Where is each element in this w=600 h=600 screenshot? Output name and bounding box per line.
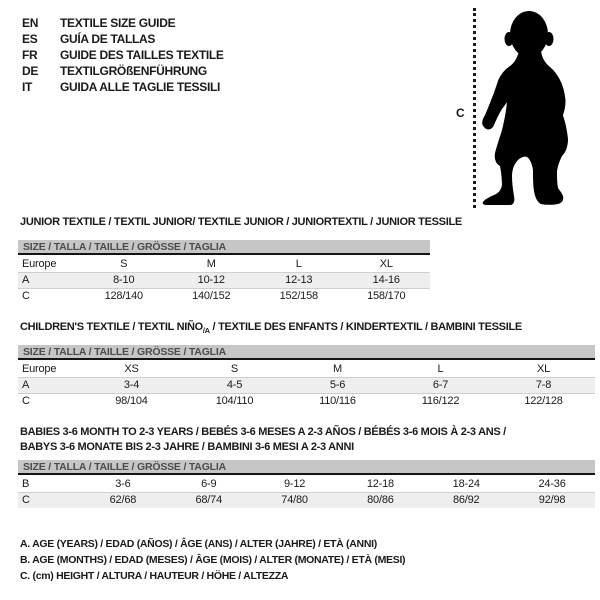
note-age-months: B. AGE (MONTHS) / EDAD (MESES) / ÂGE (MOIS) / ALTER (MONATE) / ETÀ (MESI)	[20, 554, 406, 566]
language-row	[22, 15, 224, 31]
height-label: C	[456, 106, 465, 120]
baby-silhouette	[481, 9, 569, 205]
size-cell: 6-9	[201, 478, 217, 490]
language-code: FR	[22, 48, 38, 62]
section-title-babies-line2: BABYS 3-6 MONATE BIS 2-3 JAHRE / BAMBINI 3-6 MESI A 2-3 ANNI	[20, 441, 354, 453]
note-height-cm: C. (cm) HEIGHT / ALTURA / HAUTEUR / HÖHE / ALTEZZA	[20, 570, 289, 582]
table-row	[18, 493, 595, 509]
size-cell: 3-4	[80, 378, 183, 394]
legend-notes	[20, 536, 405, 584]
size-cell: 80/86	[337, 493, 423, 509]
language-code: ES	[22, 32, 38, 46]
size-cell: 5-6	[286, 378, 389, 394]
table-row	[18, 289, 430, 305]
size-cell: 116/122	[389, 394, 492, 410]
section-title-junior: JUNIOR TEXTILE / TEXTIL JUNIOR/ TEXTILE JUNIOR / JUNIORTEXTIL / JUNIOR TESSILE	[20, 216, 462, 228]
size-cell: 14-16	[343, 273, 431, 289]
size-cell: 8-10	[80, 273, 168, 289]
row-label: A	[18, 378, 80, 394]
language-code: DE	[22, 64, 39, 78]
size-cell: 128/140	[80, 289, 168, 305]
size-cell: 24-36	[538, 478, 566, 490]
table-row	[18, 477, 595, 493]
size-cell: 10-12	[168, 273, 256, 289]
note-age-years: A. AGE (YEARS) / EDAD (AÑOS) / ÂGE (ANS) / ALTER (JAHRE) / ETÀ (ANNI)	[20, 538, 377, 550]
size-cell: 9-12	[283, 478, 306, 490]
size-header-bar: SIZE / TALLA / TAILLE / GRÖSSE / TAGLIA	[18, 345, 595, 360]
language-row	[22, 31, 224, 47]
size-cell: L	[437, 363, 444, 375]
babies-size-table	[18, 477, 595, 508]
children-size-table	[18, 362, 595, 409]
size-cell: 140/152	[168, 289, 256, 305]
size-cell: 152/158	[255, 289, 343, 305]
language-title: GUIDE DES TAILLES TEXTILE	[60, 48, 224, 62]
size-header-bar: SIZE / TALLA / TAILLE / GRÖSSE / TAGLIA	[18, 240, 430, 255]
size-cell: 86/92	[423, 493, 509, 509]
size-cell: 12-13	[255, 273, 343, 289]
row-label: C	[18, 289, 80, 305]
size-cell: S	[230, 363, 239, 375]
junior-size-table	[18, 257, 430, 304]
size-cell: 98/104	[80, 394, 183, 410]
language-title: TEXTILE SIZE GUIDE	[60, 16, 176, 30]
language-code: IT	[22, 80, 33, 94]
row-label: C	[18, 394, 80, 410]
table-row	[18, 257, 430, 273]
language-title: TEXTILGRÖßENFÜHRUNG	[60, 64, 207, 78]
size-cell: 18-24	[452, 478, 480, 490]
size-cell: 68/74	[166, 493, 252, 509]
section-title-babies-line1: BABIES 3-6 MONTH TO 2-3 YEARS / BEBÉS 3-6 MESES A 2-3 AÑOS / BÉBÉS 3-6 MOIS À 2-3 ANS /	[20, 426, 506, 438]
size-cell: 7-8	[492, 378, 595, 394]
language-list	[22, 15, 224, 95]
language-row	[22, 47, 224, 63]
size-cell: M	[206, 258, 216, 270]
size-cell: 110/116	[286, 394, 389, 410]
size-cell: 74/80	[252, 493, 338, 509]
size-cell: 3-6	[115, 478, 131, 490]
size-cell: L	[295, 258, 302, 270]
language-row	[22, 63, 224, 79]
size-cell: XL	[379, 258, 393, 270]
size-cell: XS	[124, 363, 139, 375]
size-cell: 62/68	[80, 493, 166, 509]
language-code: EN	[22, 16, 39, 30]
language-title: GUIDA ALLE TAGLIE TESSILI	[60, 80, 221, 94]
size-cell: 158/170	[343, 289, 431, 305]
size-cell: S	[120, 258, 128, 270]
row-label: Europe	[22, 258, 57, 270]
size-header-bar: SIZE / TALLA / TAILLE / GRÖSSE / TAGLIA	[18, 460, 595, 475]
table-row	[18, 394, 595, 410]
size-cell: M	[333, 363, 342, 375]
size-cell: 104/110	[183, 394, 286, 410]
size-cell: 4-5	[183, 378, 286, 394]
section-title-children: CHILDREN'S TEXTILE / TEXTIL $NIÑO_{/A}$ / TEXTILE DES ENFANTS / KINDERTEXTIL / BAMBINI TESSILE	[20, 321, 522, 336]
height-measure-dotted-line	[473, 8, 476, 208]
table-row	[18, 378, 595, 394]
size-cell: XL	[536, 363, 551, 375]
table-row	[18, 273, 430, 289]
size-cell: 92/98	[509, 493, 595, 509]
row-label: B	[22, 478, 30, 490]
size-cell: 12-18	[366, 478, 394, 490]
language-row	[22, 79, 224, 95]
language-title: GUÍA DE TALLAS	[60, 32, 156, 46]
table-row	[18, 362, 595, 378]
size-cell: 6-7	[389, 378, 492, 394]
row-label: Europe	[22, 363, 57, 375]
row-label: C	[18, 493, 80, 509]
row-label: A	[18, 273, 80, 289]
size-cell: 122/128	[492, 394, 595, 410]
